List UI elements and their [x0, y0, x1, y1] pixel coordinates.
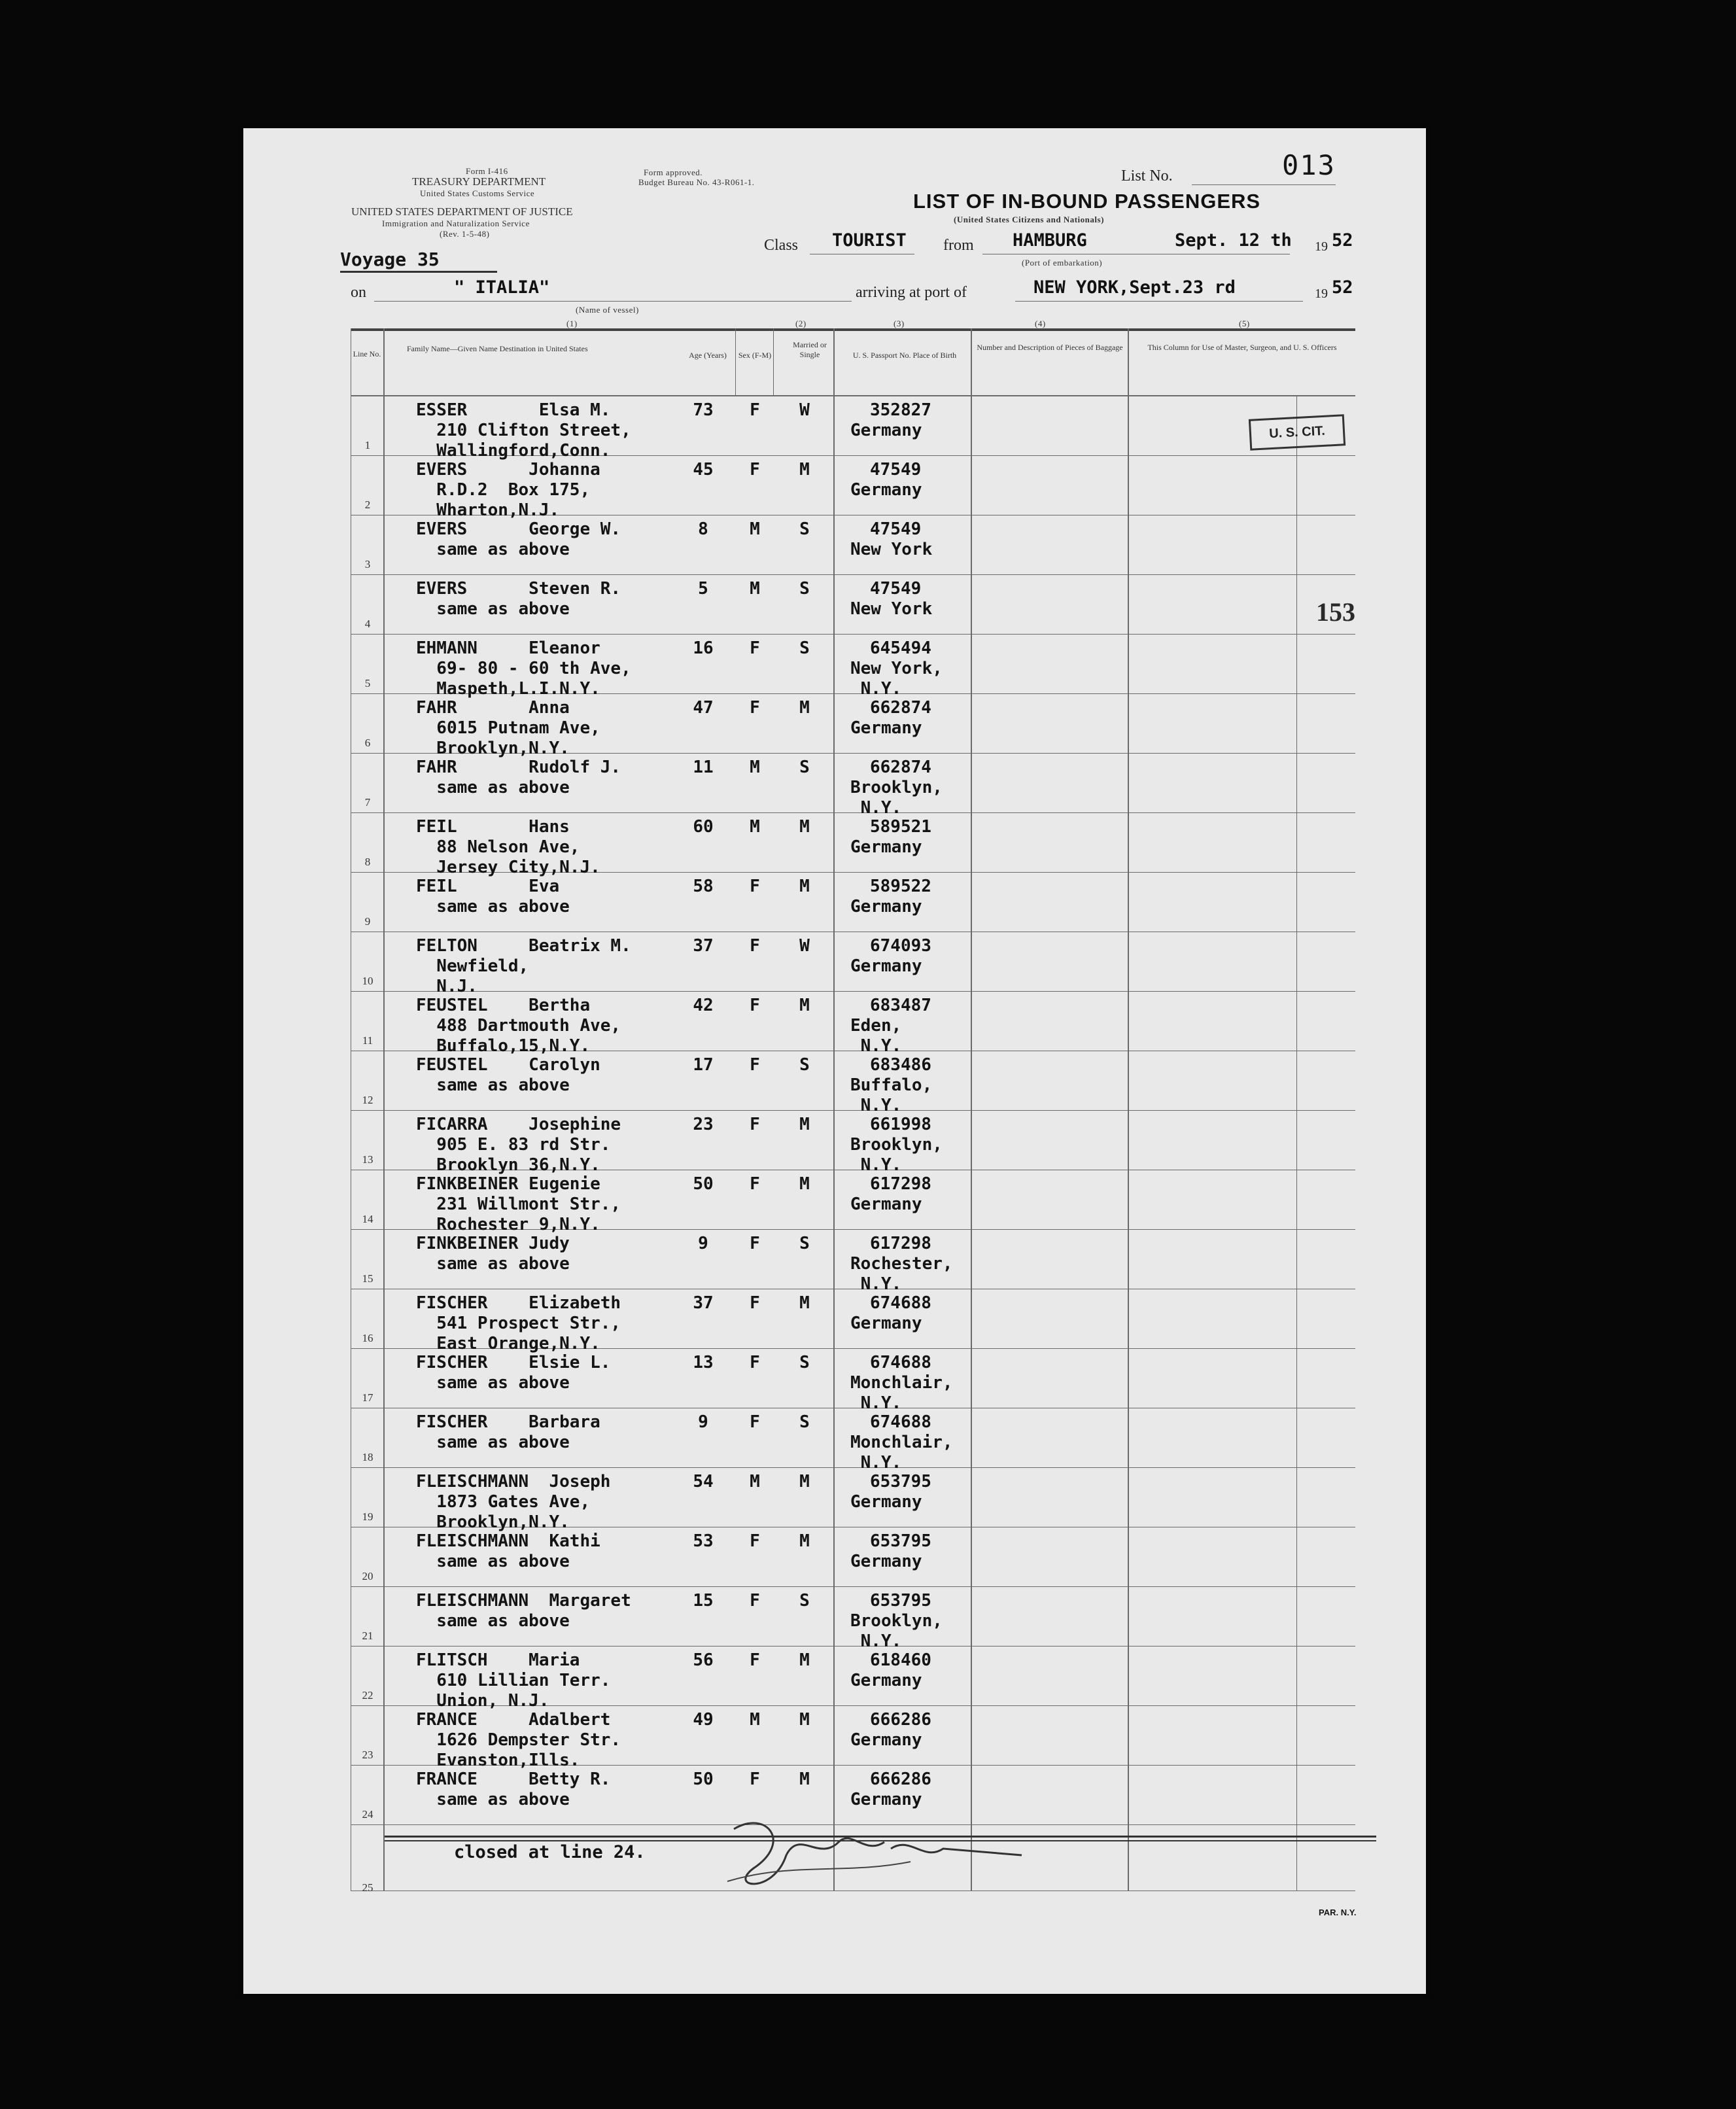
marital-status: S — [799, 1412, 810, 1432]
marital-status: S — [799, 1234, 810, 1253]
marital-status: S — [799, 519, 810, 539]
passenger-age: 45 — [693, 460, 714, 479]
passenger-sex: M — [750, 1472, 760, 1491]
passport-number: 618460 — [870, 1650, 931, 1670]
handwritten-count: 153 — [1316, 597, 1355, 627]
place-of-birth: New York — [850, 540, 933, 559]
passenger-sex: F — [750, 877, 760, 896]
passenger-destination: same as above — [416, 1552, 570, 1571]
passenger-name: FEIL Eva — [416, 877, 560, 896]
line-number: 10 — [362, 975, 373, 987]
col-num-3: (3) — [894, 319, 905, 328]
line-number: 21 — [362, 1630, 373, 1642]
passenger-age: 37 — [693, 936, 714, 956]
passenger-age: 13 — [693, 1353, 714, 1372]
table-row — [243, 635, 1426, 699]
passenger-destination: 541 Prospect Str., East Orange,N.Y. — [436, 1314, 621, 1353]
table-row — [243, 1170, 1426, 1234]
passenger-name: FRANCE Adalbert — [416, 1710, 611, 1730]
passenger-destination: 6015 Putnam Ave, Brooklyn,N.Y. — [436, 718, 600, 758]
passenger-age: 42 — [693, 996, 714, 1015]
place-of-birth: Monchlair, N.Y. — [850, 1373, 953, 1413]
place-of-birth: Germany — [850, 1671, 922, 1690]
place-of-birth: Brooklyn, N.Y. — [850, 1135, 943, 1175]
place-of-birth: Germany — [850, 1492, 922, 1512]
budget-bureau: Budget Bureau No. 43-R061-1. — [638, 177, 755, 187]
header-baggage: Number and Description of Pieces of Baggage — [977, 343, 1123, 352]
marital-status: M — [799, 996, 810, 1015]
passport-number: 589521 — [870, 817, 931, 837]
port-of-embarkation: HAMBURG — [1013, 230, 1087, 251]
passenger-destination: same as above — [416, 1254, 570, 1274]
passenger-sex: F — [750, 1353, 760, 1372]
table-row — [243, 992, 1426, 1056]
marital-status: S — [799, 758, 810, 777]
marital-status: M — [799, 817, 810, 837]
passport-number: 674093 — [870, 936, 931, 956]
marital-status: M — [799, 698, 810, 718]
line-number: 12 — [362, 1094, 373, 1106]
line-number: 11 — [362, 1034, 373, 1047]
passenger-age: 49 — [693, 1710, 714, 1730]
passenger-age: 53 — [693, 1531, 714, 1551]
passport-number: 683487 — [870, 996, 931, 1015]
from-label: from — [943, 237, 974, 254]
passport-number: 653795 — [870, 1591, 931, 1611]
place-of-birth: Germany — [850, 837, 922, 857]
passenger-age: 9 — [698, 1234, 708, 1253]
class-value: TOURIST — [832, 230, 907, 251]
justice-dept: UNITED STATES DEPARTMENT OF JUSTICE — [351, 205, 573, 218]
table-row — [243, 1230, 1426, 1294]
list-no-label: List No. — [1121, 167, 1173, 184]
place-of-birth: Monchlair, N.Y. — [850, 1433, 953, 1473]
passport-number: 617298 — [870, 1234, 931, 1253]
passenger-sex: F — [750, 1591, 760, 1611]
passport-number: 653795 — [870, 1531, 931, 1551]
passenger-name: FEUSTEL Bertha — [416, 996, 591, 1015]
passenger-age: 50 — [693, 1174, 714, 1194]
line-number: 14 — [362, 1213, 373, 1225]
passenger-name: FLITSCH Maria — [416, 1650, 580, 1670]
passenger-destination: same as above — [416, 599, 570, 619]
passenger-name: FINKBEINER Judy — [416, 1234, 570, 1253]
passenger-sex: M — [750, 758, 760, 777]
table-row — [243, 694, 1426, 758]
customs-service: United States Customs Service — [420, 188, 535, 198]
passenger-sex: F — [750, 1174, 760, 1194]
place-of-birth: Germany — [850, 718, 922, 738]
table-row — [243, 575, 1426, 635]
passport-number: 589522 — [870, 877, 931, 896]
vessel-underline — [374, 301, 852, 302]
passenger-destination: 1626 Dempster Str. Evanston,Ills. — [436, 1730, 621, 1770]
treasury-dept: TREASURY DEPARTMENT — [412, 175, 546, 188]
marital-status: M — [799, 1710, 810, 1730]
passenger-sex: F — [750, 460, 760, 479]
table-row — [243, 1527, 1426, 1587]
place-of-birth: Germany — [850, 1552, 922, 1571]
col-num-1: (1) — [566, 319, 578, 328]
form-approved: Form approved. — [644, 167, 703, 177]
passenger-destination: same as above — [416, 1075, 570, 1095]
line-number: 16 — [362, 1332, 373, 1344]
place-of-birth: Germany — [850, 956, 922, 976]
marital-status: M — [799, 460, 810, 479]
header-age: Age (Years) — [689, 351, 727, 360]
arrival-year: 52 — [1332, 277, 1353, 298]
passenger-age: 73 — [693, 400, 714, 420]
marital-status: M — [799, 877, 810, 896]
port-caption: (Port of embarkation) — [1022, 258, 1103, 268]
passenger-name: FLEISCHMANN Margaret — [416, 1591, 631, 1611]
manifest-sheet — [243, 128, 1426, 1994]
passenger-destination: same as above — [416, 1373, 570, 1393]
passenger-destination: 69- 80 - 60 th Ave, Maspeth,L.I.N.Y. — [436, 659, 631, 699]
passenger-sex: F — [750, 638, 760, 658]
passenger-age: 56 — [693, 1650, 714, 1670]
passenger-destination: 210 Clifton Street, Wallingford,Conn. — [436, 421, 631, 461]
place-of-birth: Germany — [850, 480, 922, 500]
passenger-name: ESSER Elsa M. — [416, 400, 611, 420]
passenger-sex: M — [750, 1710, 760, 1730]
table-row — [243, 1111, 1426, 1175]
passenger-age: 17 — [693, 1055, 714, 1075]
passenger-name: FEUSTEL Carolyn — [416, 1055, 600, 1075]
passenger-sex: F — [750, 1293, 760, 1313]
passport-number: 47549 — [870, 579, 922, 599]
passenger-sex: F — [750, 1055, 760, 1075]
place-of-birth: Germany — [850, 421, 922, 440]
col-num-5: (5) — [1239, 319, 1250, 328]
on-label: on — [351, 284, 366, 301]
passenger-sex: M — [750, 519, 760, 539]
revision: (Rev. 1-5-48) — [440, 229, 490, 239]
passenger-age: 47 — [693, 698, 714, 718]
passenger-name: FELTON Beatrix M. — [416, 936, 631, 956]
passenger-age: 23 — [693, 1115, 714, 1134]
table-row — [243, 1587, 1426, 1651]
list-no-value: 013 — [1282, 149, 1336, 181]
col-rule — [735, 328, 736, 396]
departure-year: 52 — [1332, 230, 1353, 251]
place-of-birth: Germany — [850, 1790, 922, 1809]
passenger-age: 58 — [693, 877, 714, 896]
class-label: Class — [764, 237, 799, 254]
place-of-birth: Eden, N.Y. — [850, 1016, 902, 1056]
passenger-name: EVERS George W. — [416, 519, 621, 539]
marital-status: W — [799, 400, 810, 420]
marital-status: M — [799, 1531, 810, 1551]
arriving-label: arriving at port of — [856, 284, 967, 301]
passenger-age: 15 — [693, 1591, 714, 1611]
passport-number: 674688 — [870, 1293, 931, 1313]
arrival-underline — [1015, 301, 1303, 302]
line-number: 25 — [362, 1881, 373, 1894]
table-row — [243, 515, 1426, 575]
passenger-sex: F — [750, 936, 760, 956]
passenger-name: FEIL Hans — [416, 817, 570, 837]
marital-status: M — [799, 1650, 810, 1670]
passenger-destination: 88 Nelson Ave, Jersey City,N.J. — [436, 837, 600, 877]
marital-status: S — [799, 1591, 810, 1611]
marital-status: S — [799, 1353, 810, 1372]
passenger-destination: 610 Lillian Terr. Union, N.J. — [436, 1671, 611, 1711]
marital-status: M — [799, 1472, 810, 1491]
passenger-age: 60 — [693, 817, 714, 837]
passenger-destination: same as above — [416, 897, 570, 916]
marital-status: M — [799, 1115, 810, 1134]
passport-number: 666286 — [870, 1710, 931, 1730]
passport-number: 674688 — [870, 1412, 931, 1432]
us-citizen-stamp: U. S. CIT. — [1249, 414, 1345, 451]
passenger-destination: Newfield, N.J. — [436, 956, 529, 996]
line-number: 22 — [362, 1689, 373, 1701]
passenger-name: FLEISCHMANN Kathi — [416, 1531, 600, 1551]
passenger-name: FICARRA Josephine — [416, 1115, 621, 1134]
line-number: 6 — [364, 737, 371, 749]
table-row — [243, 1468, 1426, 1532]
table-row — [243, 1706, 1426, 1770]
place-of-birth: Rochester, N.Y. — [850, 1254, 953, 1294]
line-number: 2 — [364, 498, 371, 511]
passport-number: 653795 — [870, 1472, 931, 1491]
line-number: 19 — [362, 1510, 373, 1523]
line-number: 3 — [364, 558, 371, 570]
header-sex: Sex (F-M) — [738, 351, 772, 360]
passenger-name: FAHR Rudolf J. — [416, 758, 621, 777]
table-row — [243, 754, 1426, 818]
vessel-caption: (Name of vessel) — [576, 305, 639, 315]
passenger-age: 11 — [693, 758, 714, 777]
passenger-name: FISCHER Elizabeth — [416, 1293, 621, 1313]
passenger-age: 50 — [693, 1769, 714, 1789]
list-no-underline — [1192, 184, 1336, 185]
passport-number: 662874 — [870, 698, 931, 718]
table-row — [243, 932, 1426, 996]
passenger-age: 9 — [698, 1412, 708, 1432]
header-name: Family Name—Given Name Destination in United States — [407, 344, 588, 353]
passport-number: 352827 — [870, 400, 931, 420]
table-row — [243, 1289, 1426, 1353]
place-of-birth: Brooklyn, N.Y. — [850, 1611, 943, 1651]
passenger-destination: same as above — [416, 1611, 570, 1631]
passenger-age: 8 — [698, 519, 708, 539]
marital-status: M — [799, 1769, 810, 1789]
ins-service: Immigration and Naturalization Service — [382, 218, 530, 228]
passenger-sex: F — [750, 1650, 760, 1670]
passenger-destination: same as above — [416, 540, 570, 559]
passenger-name: EVERS Johanna — [416, 460, 600, 479]
passenger-name: FISCHER Elsie L. — [416, 1353, 611, 1372]
col-num-2: (2) — [795, 319, 807, 328]
passenger-sex: F — [750, 1115, 760, 1134]
line-number: 18 — [362, 1451, 373, 1463]
passport-number: 662874 — [870, 758, 931, 777]
place-of-birth: New York — [850, 599, 933, 619]
passenger-destination: R.D.2 Box 175, Wharton,N.J. — [436, 480, 591, 520]
passenger-name: FINKBEINER Eugenie — [416, 1174, 600, 1194]
line-number: 4 — [364, 618, 371, 630]
header-line-no: Line No. — [353, 349, 381, 358]
line-number: 23 — [362, 1749, 373, 1761]
header-married: Married or Single — [793, 340, 827, 359]
closed-note: closed at line 24. — [454, 1842, 646, 1862]
place-of-birth: Germany — [850, 1194, 922, 1214]
marital-status: S — [799, 638, 810, 658]
passenger-age: 54 — [693, 1472, 714, 1491]
marital-status: S — [799, 579, 810, 599]
passenger-age: 16 — [693, 638, 714, 658]
passenger-sex: F — [750, 1769, 760, 1789]
passport-number: 674688 — [870, 1353, 931, 1372]
page-title: LIST OF IN-BOUND PASSENGERS — [913, 190, 1261, 213]
passport-number: 661998 — [870, 1115, 931, 1134]
passport-number: 47549 — [870, 519, 922, 539]
footer-printer: PAR. N.Y. — [1319, 1908, 1357, 1917]
line-number: 7 — [364, 796, 371, 809]
passport-number: 47549 — [870, 460, 922, 479]
passenger-name: EHMANN Eleanor — [416, 638, 600, 658]
header-passport: U. S. Passport No. Place of Birth — [852, 351, 957, 360]
place-of-birth: Brooklyn, N.Y. — [850, 778, 943, 818]
vessel-name: " ITALIA" — [454, 277, 550, 298]
passenger-destination: 231 Willmont Str., Rochester 9,N.Y. — [436, 1194, 621, 1234]
departure-date: Sept. 12 th — [1175, 230, 1292, 251]
passport-number: 683486 — [870, 1055, 931, 1075]
passenger-destination: 905 E. 83 rd Str. Brooklyn 36,N.Y. — [436, 1135, 611, 1175]
passenger-sex: F — [750, 1234, 760, 1253]
passenger-destination: same as above — [416, 1433, 570, 1452]
line-number: 1 — [364, 439, 371, 451]
line-number: 24 — [362, 1808, 373, 1821]
line-number: 8 — [364, 856, 371, 868]
passenger-sex: M — [750, 817, 760, 837]
place-of-birth: Buffalo, N.Y. — [850, 1075, 933, 1115]
line-number: 5 — [364, 677, 371, 689]
table-row — [243, 1408, 1426, 1473]
passport-number: 645494 — [870, 638, 931, 658]
form-number: Form I-416 — [466, 166, 508, 176]
place-of-birth: Germany — [850, 1314, 922, 1333]
line-number: 9 — [364, 915, 371, 928]
line-number: 17 — [362, 1391, 373, 1404]
col-rule — [773, 328, 774, 396]
table-row — [243, 873, 1426, 932]
passenger-sex: F — [750, 400, 760, 420]
passenger-sex: F — [750, 1531, 760, 1551]
marital-status: W — [799, 936, 810, 956]
passenger-destination: same as above — [416, 1790, 570, 1809]
marital-status: M — [799, 1293, 810, 1313]
passport-number: 617298 — [870, 1174, 931, 1194]
table-row — [243, 1051, 1426, 1115]
officer-signature — [714, 1803, 1041, 1908]
passenger-name: FISCHER Barbara — [416, 1412, 600, 1432]
passenger-name: FLEISCHMANN Joseph — [416, 1472, 611, 1491]
passenger-destination: 1873 Gates Ave, Brooklyn,N.Y. — [436, 1492, 591, 1532]
table-top-rule — [351, 328, 1355, 331]
year-prefix: 19 — [1315, 239, 1328, 254]
passenger-name: FAHR Anna — [416, 698, 570, 718]
line-number: 15 — [362, 1272, 373, 1285]
arrival-year-prefix: 19 — [1315, 287, 1328, 301]
passenger-name: FRANCE Betty R. — [416, 1769, 611, 1789]
arrival-port-date: NEW YORK,Sept.23 rd — [1033, 277, 1236, 298]
line-number: 20 — [362, 1570, 373, 1582]
passenger-sex: F — [750, 996, 760, 1015]
table-row — [243, 813, 1426, 877]
passenger-name: EVERS Steven R. — [416, 579, 621, 599]
passport-number: 666286 — [870, 1769, 931, 1789]
marital-status: M — [799, 1174, 810, 1194]
place-of-birth: Germany — [850, 1730, 922, 1750]
table-row — [243, 456, 1426, 520]
table-row — [243, 1349, 1426, 1413]
header-officers: This Column for Use of Master, Surgeon, and U. S. Officers — [1147, 343, 1337, 352]
table-row — [243, 1647, 1426, 1711]
voyage-underline — [340, 271, 497, 273]
passenger-sex: M — [750, 579, 760, 599]
line-number: 13 — [362, 1153, 373, 1166]
passenger-destination: 488 Dartmouth Ave, Buffalo,15,N.Y. — [436, 1016, 621, 1056]
passenger-destination: same as above — [416, 778, 570, 797]
voyage-number: Voyage 35 — [340, 249, 440, 270]
place-of-birth: New York, N.Y. — [850, 659, 943, 699]
passenger-age: 5 — [698, 579, 708, 599]
passenger-sex: F — [750, 698, 760, 718]
col-num-4: (4) — [1035, 319, 1046, 328]
place-of-birth: Germany — [850, 897, 922, 916]
marital-status: S — [799, 1055, 810, 1075]
page-subtitle: (United States Citizens and Nationals) — [954, 215, 1104, 224]
passenger-age: 37 — [693, 1293, 714, 1313]
passenger-sex: F — [750, 1412, 760, 1432]
